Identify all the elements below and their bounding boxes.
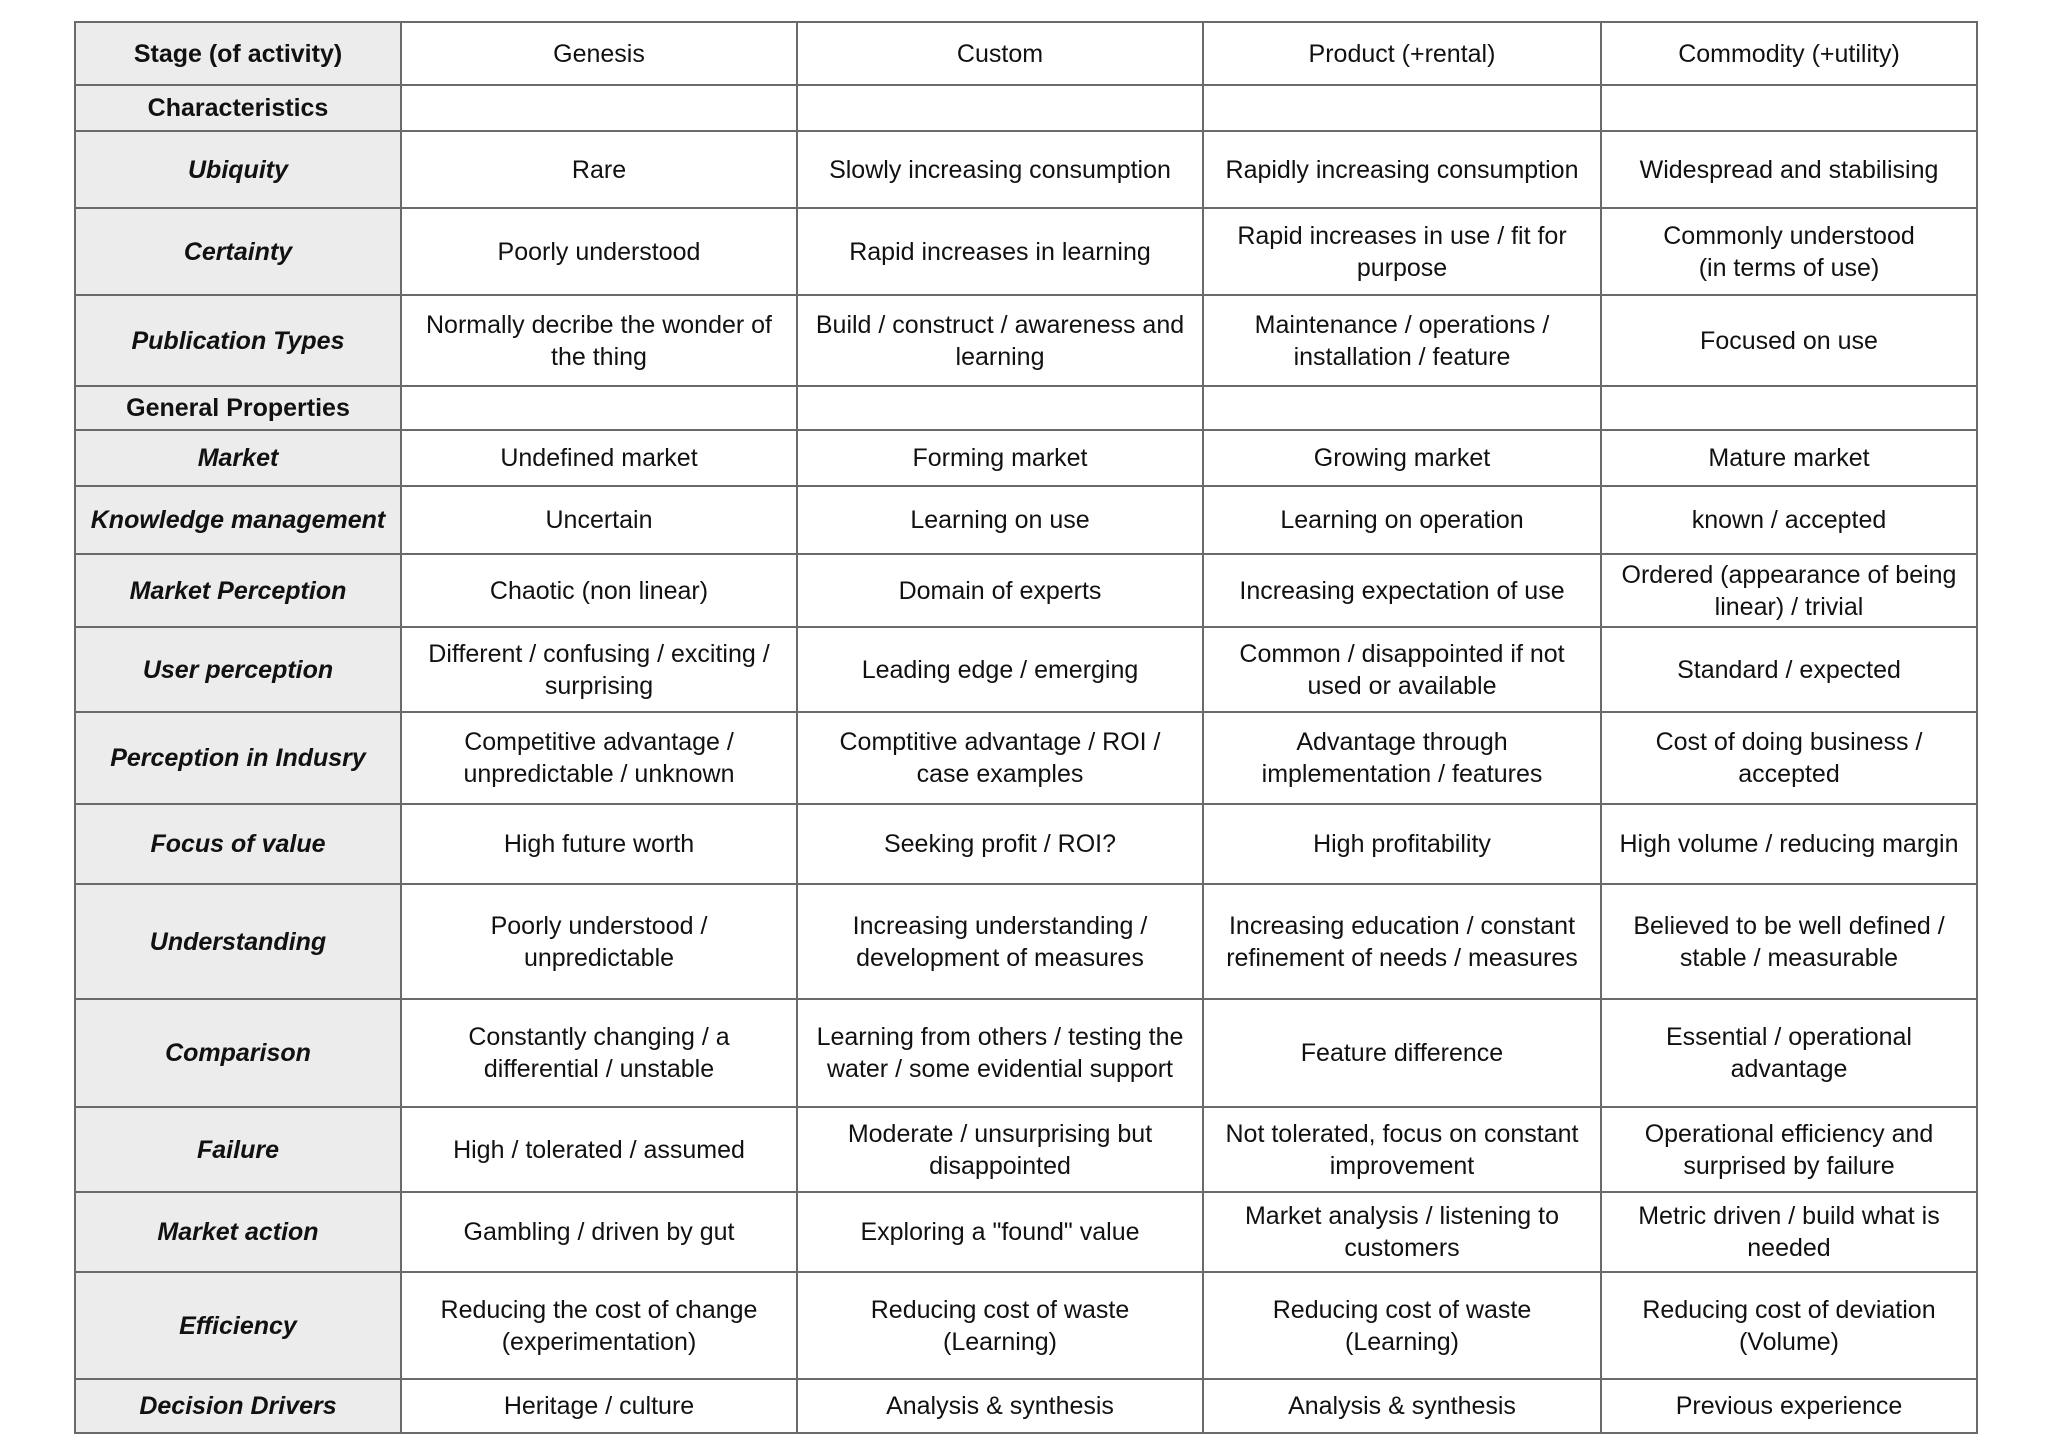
- row-label: User perception: [75, 627, 401, 712]
- row-label: Focus of value: [75, 804, 401, 884]
- table-cell: Focused on use: [1601, 295, 1977, 386]
- row-label: Publication Types: [75, 295, 401, 386]
- row-label: Ubiquity: [75, 131, 401, 208]
- table-cell: High future worth: [401, 804, 797, 884]
- table-cell: High volume / reducing margin: [1601, 804, 1977, 884]
- table-cell: Seeking profit / ROI?: [797, 804, 1203, 884]
- row-label: Market: [75, 430, 401, 486]
- table-cell: Rapid increases in use / fit for purpose: [1203, 208, 1601, 295]
- table-row-market-perception: [75, 554, 1977, 627]
- table-row-perception-in-industry: [75, 712, 1977, 804]
- table-cell: High profitability: [1203, 804, 1601, 884]
- table-cell: Moderate / unsurprising but disappointed: [797, 1107, 1203, 1192]
- table-row-efficiency: [75, 1272, 1977, 1379]
- empty-cell: [401, 386, 797, 430]
- row-label: Perception in Indusry: [75, 712, 401, 804]
- table-cell: Uncertain: [401, 486, 797, 554]
- table-cell: Widespread and stabilising: [1601, 131, 1977, 208]
- table-cell: Heritage / culture: [401, 1379, 797, 1433]
- table-row-focus-of-value: [75, 804, 1977, 884]
- table-cell: Reducing cost of deviation (Volume): [1601, 1272, 1977, 1379]
- table-cell: Learning on use: [797, 486, 1203, 554]
- table-cell: Maintenance / operations / installation / feature: [1203, 295, 1601, 386]
- table-cell: Forming market: [797, 430, 1203, 486]
- table-cell: Domain of experts: [797, 554, 1203, 627]
- table-row-understanding: [75, 884, 1977, 999]
- section-row-characteristics: [75, 85, 1977, 131]
- table-cell: Standard / expected: [1601, 627, 1977, 712]
- table-row-ubiquity: [75, 131, 1977, 208]
- table-cell: Not tolerated, focus on constant improvement: [1203, 1107, 1601, 1192]
- column-header-genesis: Genesis: [401, 22, 797, 85]
- row-label: Market action: [75, 1192, 401, 1272]
- table-cell: Leading edge / emerging: [797, 627, 1203, 712]
- column-header-custom: Custom: [797, 22, 1203, 85]
- table-cell: Competitive advantage / unpredictable / unknown: [401, 712, 797, 804]
- table-cell: Advantage through implementation / features: [1203, 712, 1601, 804]
- table-cell: Market analysis / listening to customers: [1203, 1192, 1601, 1272]
- table-cell: Analysis & synthesis: [797, 1379, 1203, 1433]
- table-cell: Learning on operation: [1203, 486, 1601, 554]
- table-cell: Reducing cost of waste (Learning): [797, 1272, 1203, 1379]
- table-cell: Essential / operational advantage: [1601, 999, 1977, 1107]
- row-label: Failure: [75, 1107, 401, 1192]
- table-cell: Reducing the cost of change (experimentation): [401, 1272, 797, 1379]
- table-cell: Increasing education / constant refinement of needs / measures: [1203, 884, 1601, 999]
- table-cell: Common / disappointed if not used or available: [1203, 627, 1601, 712]
- table-cell: Metric driven / build what is needed: [1601, 1192, 1977, 1272]
- row-label: Market Perception: [75, 554, 401, 627]
- table-row-decision-drivers: [75, 1379, 1977, 1433]
- empty-cell: [1203, 85, 1601, 131]
- table-row-market: [75, 430, 1977, 486]
- row-label: Decision Drivers: [75, 1379, 401, 1433]
- column-header-commodity: Commodity (+utility): [1601, 22, 1977, 85]
- table-cell: Feature difference: [1203, 999, 1601, 1107]
- table-cell: Different / confusing / exciting / surprising: [401, 627, 797, 712]
- row-label: Knowledge management: [75, 486, 401, 554]
- table-cell: Reducing cost of waste (Learning): [1203, 1272, 1601, 1379]
- table-cell: Previous experience: [1601, 1379, 1977, 1433]
- header-stub: Stage (of activity): [75, 22, 401, 85]
- empty-cell: [797, 85, 1203, 131]
- table-cell: Analysis & synthesis: [1203, 1379, 1601, 1433]
- properties-table: [74, 21, 1978, 1434]
- table-cell: Normally decribe the wonder of the thing: [401, 295, 797, 386]
- table-cell: Rapidly increasing consumption: [1203, 131, 1601, 208]
- table-cell: Exploring a "found" value: [797, 1192, 1203, 1272]
- table-cell: Poorly understood / unpredictable: [401, 884, 797, 999]
- table-row-comparison: [75, 999, 1977, 1107]
- table-cell: Rapid increases in learning: [797, 208, 1203, 295]
- table-row-market-action: [75, 1192, 1977, 1272]
- empty-cell: [1601, 386, 1977, 430]
- section-row-general-properties: [75, 386, 1977, 430]
- table-row-failure: [75, 1107, 1977, 1192]
- table-cell: Operational efficiency and surprised by failure: [1601, 1107, 1977, 1192]
- table-cell: Undefined market: [401, 430, 797, 486]
- evolution-characteristics-table: [74, 21, 1976, 1434]
- row-label: Comparison: [75, 999, 401, 1107]
- row-label: Certainty: [75, 208, 401, 295]
- table-cell: Chaotic (non linear): [401, 554, 797, 627]
- table-cell: Commonly understood (in terms of use): [1601, 208, 1977, 295]
- table-row-certainty: [75, 208, 1977, 295]
- table-cell: Slowly increasing consumption: [797, 131, 1203, 208]
- table-cell: Rare: [401, 131, 797, 208]
- table-cell: Ordered (appearance of being linear) / trivial: [1601, 554, 1977, 627]
- table-cell: High / tolerated / assumed: [401, 1107, 797, 1192]
- section-title: General Properties: [75, 386, 401, 430]
- table-cell: Build / construct / awareness and learning: [797, 295, 1203, 386]
- table-cell: Cost of doing business / accepted: [1601, 712, 1977, 804]
- table-cell: known / accepted: [1601, 486, 1977, 554]
- table-cell: Learning from others / testing the water / some evidential support: [797, 999, 1203, 1107]
- section-title: Characteristics: [75, 85, 401, 131]
- table-row-knowledge-management: [75, 486, 1977, 554]
- table-cell: Mature market: [1601, 430, 1977, 486]
- header-row: [75, 22, 1977, 85]
- column-header-product: Product (+rental): [1203, 22, 1601, 85]
- table-cell: Growing market: [1203, 430, 1601, 486]
- table-cell: Constantly changing / a differential / unstable: [401, 999, 797, 1107]
- table-cell: Poorly understood: [401, 208, 797, 295]
- row-label: Efficiency: [75, 1272, 401, 1379]
- table-row-publication-types: [75, 295, 1977, 386]
- empty-cell: [1203, 386, 1601, 430]
- table-row-user-perception: [75, 627, 1977, 712]
- table-cell: Increasing understanding / development of measures: [797, 884, 1203, 999]
- row-label: Understanding: [75, 884, 401, 999]
- table-cell: Increasing expectation of use: [1203, 554, 1601, 627]
- empty-cell: [797, 386, 1203, 430]
- table-cell: Comptitive advantage / ROI / case examples: [797, 712, 1203, 804]
- empty-cell: [1601, 85, 1977, 131]
- table-cell: Believed to be well defined / stable / measurable: [1601, 884, 1977, 999]
- empty-cell: [401, 85, 797, 131]
- table-cell: Gambling / driven by gut: [401, 1192, 797, 1272]
